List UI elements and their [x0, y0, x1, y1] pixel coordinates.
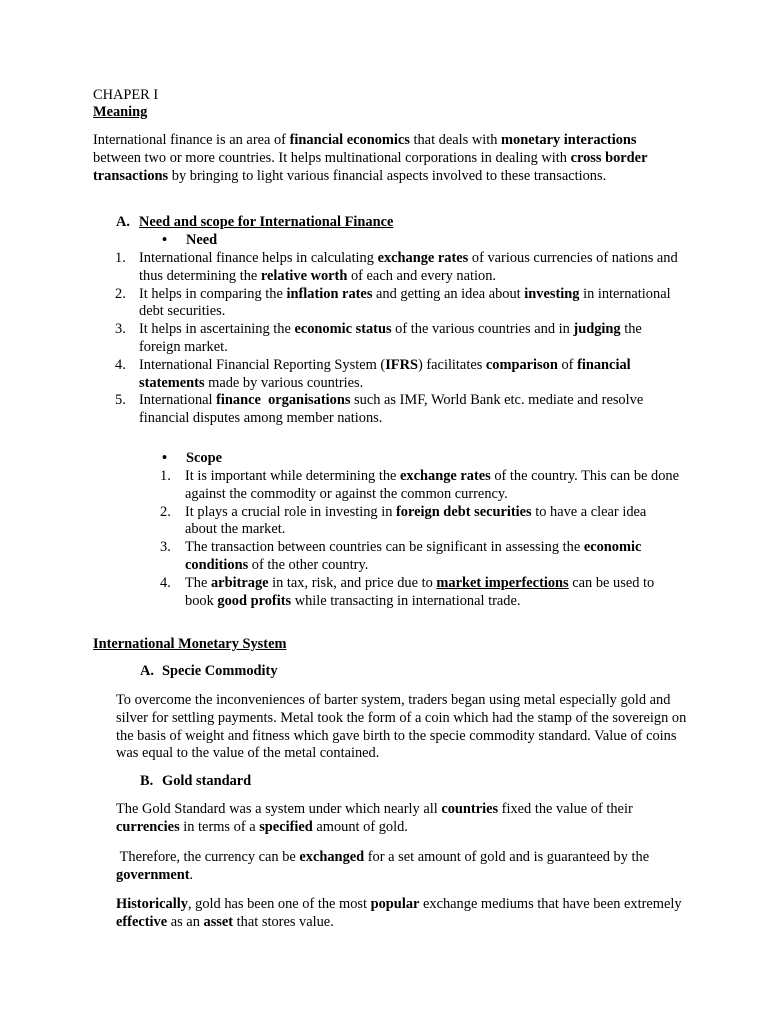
- scope-heading: • Scope: [162, 450, 222, 466]
- section-letter: A.: [116, 214, 130, 230]
- ims-heading: International Monetary System: [93, 636, 287, 652]
- need-list: [115, 250, 685, 428]
- meaning-heading: Meaning: [93, 104, 148, 120]
- list-item: 5. International finance organisations such as IMF, World Bank etc. mediate and resolve financial disputes among member nations.: [115, 392, 644, 427]
- scope-list: [160, 468, 680, 610]
- chapter-title: CHAPER I: [93, 87, 159, 103]
- intro-paragraph: International finance is an area of financial economics that deals with monetary interactions between two or more countries. It helps multinational corporations in dealing with cross border transactions by bringing to light various financial aspects involved to these transactions.: [93, 132, 648, 184]
- section-a-heading: [116, 214, 393, 232]
- specie-paragraph: To overcome the inconveniences of barter system, traders began using metal especially gold and silver for settling payments. Metal took the form of a coin which had the stamp of the sovereign on the basis of weight and fitness which gave birth to the specie commodity standard. Value of coins was equal to the value of the metal contained.: [116, 692, 687, 762]
- specie-heading: A. Specie Commodity: [140, 663, 278, 679]
- gold-heading: B. Gold standard: [140, 773, 252, 789]
- list-item: 3. The transaction between countries can be significant in assessing the economic conditions of the other country.: [160, 539, 642, 573]
- gold-paragraph-1: The Gold Standard was a system under which nearly all countries fixed the value of their currencies in terms of a specified amount of gold.: [116, 801, 633, 835]
- list-item: 1. International finance helps in calculating exchange rates of various currencies of nations and thus determining the relative worth of each and every nation.: [115, 250, 678, 284]
- need-heading: • Need: [162, 232, 218, 248]
- list-item: 1. It is important while determining the exchange rates of the country. This can be done against the commodity or against the common currency.: [160, 468, 679, 502]
- gold-paragraph-3: Historically, gold has been one of the most popular exchange mediums that have been extremely effective as an asset that stores value.: [116, 896, 682, 930]
- bullet-icon: •: [162, 232, 168, 248]
- gold-paragraph-2: Therefore, the currency can be exchanged for a set amount of gold and is guaranteed by the government.: [116, 849, 653, 883]
- list-item: 3. It helps in ascertaining the economic status of the various countries and in judging the foreign market.: [115, 321, 642, 355]
- list-item: 2. It helps in comparing the inflation rates and getting an idea about investing in international debt securities.: [115, 285, 671, 320]
- list-item: 4. The arbitrage in tax, risk, and price due to market imperfections can be used to book good profits while transacting in international trade.: [160, 574, 655, 609]
- list-item: 2. It plays a crucial role in investing in foreign debt securities to have a clear idea about the market.: [160, 503, 647, 538]
- section-title: Need and scope for International Finance: [139, 214, 394, 230]
- list-item: 4. International Financial Reporting System (IFRS) facilitates comparison of financial statements made by various countries.: [115, 356, 631, 391]
- bullet-icon: •: [162, 450, 168, 466]
